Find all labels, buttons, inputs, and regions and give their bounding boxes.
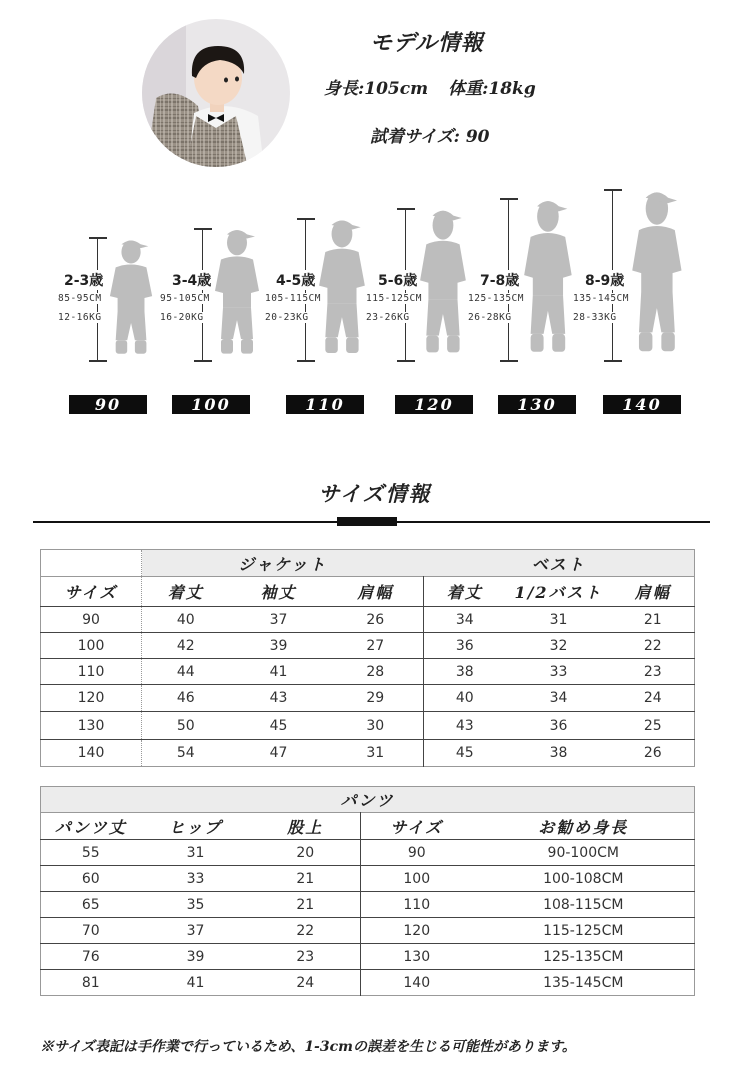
table-cell: 43: [424, 712, 506, 740]
table-cell: 39: [141, 944, 251, 970]
table-cell: 76: [41, 944, 141, 970]
table-cell: 45: [424, 740, 506, 767]
table-cell: 44: [142, 659, 230, 685]
table-cell: 70: [41, 918, 141, 944]
pants-group-header: パンツ: [41, 787, 695, 813]
measurement-note: ※サイズ表記は手作業で行っているため、1-3cmの誤差を生じる可能性があります。: [40, 1039, 576, 1055]
table-row: [41, 892, 695, 918]
table-cell: 108-115CM: [473, 892, 695, 918]
table-cell: 29: [328, 685, 424, 712]
table-cell: 21: [251, 866, 361, 892]
weight-range: 26-28KG: [468, 312, 512, 323]
column-header: 肩幅: [634, 583, 671, 602]
model-trial-size: 試着サイズ: 90: [370, 127, 490, 147]
table-cell: 37: [230, 607, 328, 633]
model-photo: [136, 18, 296, 168]
age-range: 3-4歳: [172, 270, 211, 290]
table-cell: 130: [41, 712, 142, 740]
table-cell: 34: [506, 685, 612, 712]
table-cell: 100: [361, 866, 473, 892]
table-cell: 37: [141, 918, 251, 944]
table-cell: 43: [230, 685, 328, 712]
table-row: [41, 944, 695, 970]
table-cell: 50: [142, 712, 230, 740]
table-cell: 42: [142, 633, 230, 659]
column-header: お勧め身長: [538, 817, 629, 837]
table-cell: 41: [230, 659, 328, 685]
size-label: 130: [498, 395, 576, 414]
age-range: 4-5歳: [276, 270, 315, 290]
table-cell: 26: [328, 607, 424, 633]
table-cell: 120: [361, 918, 473, 944]
table-cell: 20: [251, 840, 361, 866]
jacket-vest-size-table: [40, 549, 695, 767]
table-cell: 31: [506, 607, 612, 633]
table-cell: 40: [424, 685, 506, 712]
height-range: 95-105CM: [160, 293, 210, 304]
height-range: 135-145CM: [573, 293, 629, 304]
model-stats: [324, 74, 536, 99]
column-header: 着丈: [142, 577, 230, 607]
blank-header-cell: [41, 550, 142, 577]
table-cell: 31: [328, 740, 424, 767]
table-cell: 110: [361, 892, 473, 918]
vest-group-header: ベスト: [424, 550, 695, 577]
table-cell: 90-100CM: [473, 840, 695, 866]
table-row: [41, 740, 695, 767]
table-cell: 100-108CM: [473, 866, 695, 892]
table-cell: 33: [141, 866, 251, 892]
title-divider-accent: [337, 517, 397, 526]
child-silhouette-icon: [317, 216, 369, 362]
weight-range: 16-20KG: [160, 312, 204, 323]
table-cell: 24: [251, 970, 361, 996]
table-cell: 47: [230, 740, 328, 767]
table-row: [41, 633, 695, 659]
column-header: 1/2バスト: [514, 583, 603, 602]
table-cell: 54: [142, 740, 230, 767]
table-cell: 110: [41, 659, 142, 685]
height-ruler: [305, 218, 306, 362]
table-cell: 34: [424, 607, 506, 633]
table-cell: 36: [506, 712, 612, 740]
column-header: 股上: [251, 813, 361, 840]
child-silhouette-icon: [213, 226, 263, 362]
table-row: [41, 659, 695, 685]
weight-range: 12-16KG: [58, 312, 102, 323]
table-row: [41, 918, 695, 944]
table-cell: 35: [141, 892, 251, 918]
table-cell: 38: [506, 740, 612, 767]
size-label: 110: [286, 395, 364, 414]
weight-range: 23-26KG: [366, 312, 410, 323]
table-cell: 41: [141, 970, 251, 996]
weight-range: 20-23KG: [265, 312, 309, 323]
table-cell: 31: [141, 840, 251, 866]
table-cell: 25: [612, 712, 695, 740]
column-header: サイズ: [390, 817, 444, 837]
age-range: 5-6歳: [378, 270, 417, 290]
column-header: パンツ丈: [54, 817, 127, 837]
weight-range: 28-33KG: [573, 312, 617, 323]
table-row: [41, 840, 695, 866]
table-row: [41, 712, 695, 740]
table-row: [41, 607, 695, 633]
table-cell: 26: [612, 740, 695, 767]
height-range: 115-125CM: [366, 293, 422, 304]
table-cell: 27: [328, 633, 424, 659]
size-label: 120: [395, 395, 473, 414]
age-range: 2-3歳: [64, 270, 103, 290]
table-cell: 39: [230, 633, 328, 659]
table-cell: 45: [230, 712, 328, 740]
table-cell: 140: [41, 740, 142, 767]
child-silhouette-icon: [418, 206, 470, 362]
column-header: サイズ: [64, 583, 118, 602]
table-cell: 40: [142, 607, 230, 633]
size-label: 140: [603, 395, 681, 414]
table-cell: 21: [612, 607, 695, 633]
table-cell: 30: [328, 712, 424, 740]
table-cell: 46: [142, 685, 230, 712]
height-range: 85-95CM: [58, 293, 102, 304]
table-cell: 90: [361, 840, 473, 866]
table-cell: 28: [328, 659, 424, 685]
model-weight: 体重:18kg: [448, 79, 536, 99]
table-cell: 81: [41, 970, 141, 996]
table-cell: 135-145CM: [473, 970, 695, 996]
table-cell: 33: [506, 659, 612, 685]
table-cell: 140: [361, 970, 473, 996]
table-cell: 55: [41, 840, 141, 866]
pants-size-table: [40, 786, 695, 996]
model-info-title: モデル情報: [370, 30, 484, 56]
size-info-title: サイズ情報: [318, 481, 432, 506]
child-silhouette-icon: [630, 187, 686, 362]
table-cell: 24: [612, 685, 695, 712]
table-cell: 125-135CM: [473, 944, 695, 970]
table-row: [41, 685, 695, 712]
child-silhouette-icon: [522, 196, 576, 362]
column-header: 袖丈: [260, 583, 297, 602]
height-range: 125-135CM: [468, 293, 524, 304]
age-range: 8-9歳: [585, 270, 624, 290]
table-cell: 65: [41, 892, 141, 918]
table-cell: 130: [361, 944, 473, 970]
table-cell: 100: [41, 633, 142, 659]
model-height: 身長:105cm: [324, 79, 429, 99]
table-cell: 23: [251, 944, 361, 970]
size-label: 90: [69, 395, 147, 414]
table-cell: 120: [41, 685, 142, 712]
table-cell: 22: [612, 633, 695, 659]
column-header: ヒップ: [168, 817, 223, 837]
table-cell: 38: [424, 659, 506, 685]
table-cell: 23: [612, 659, 695, 685]
table-cell: 90: [41, 607, 142, 633]
age-range: 7-8歳: [480, 270, 519, 290]
jacket-group-header: ジャケット: [142, 550, 424, 577]
table-cell: 115-125CM: [473, 918, 695, 944]
table-row: [41, 866, 695, 892]
size-label: 100: [172, 395, 250, 414]
table-cell: 21: [251, 892, 361, 918]
table-cell: 22: [251, 918, 361, 944]
table-row: [41, 970, 695, 996]
column-header: 着丈: [446, 583, 483, 602]
column-header: 肩幅: [328, 577, 424, 607]
table-cell: 60: [41, 866, 141, 892]
table-cell: 36: [424, 633, 506, 659]
table-cell: 32: [506, 633, 612, 659]
child-silhouette-icon: [108, 236, 156, 362]
height-range: 105-115CM: [265, 293, 321, 304]
